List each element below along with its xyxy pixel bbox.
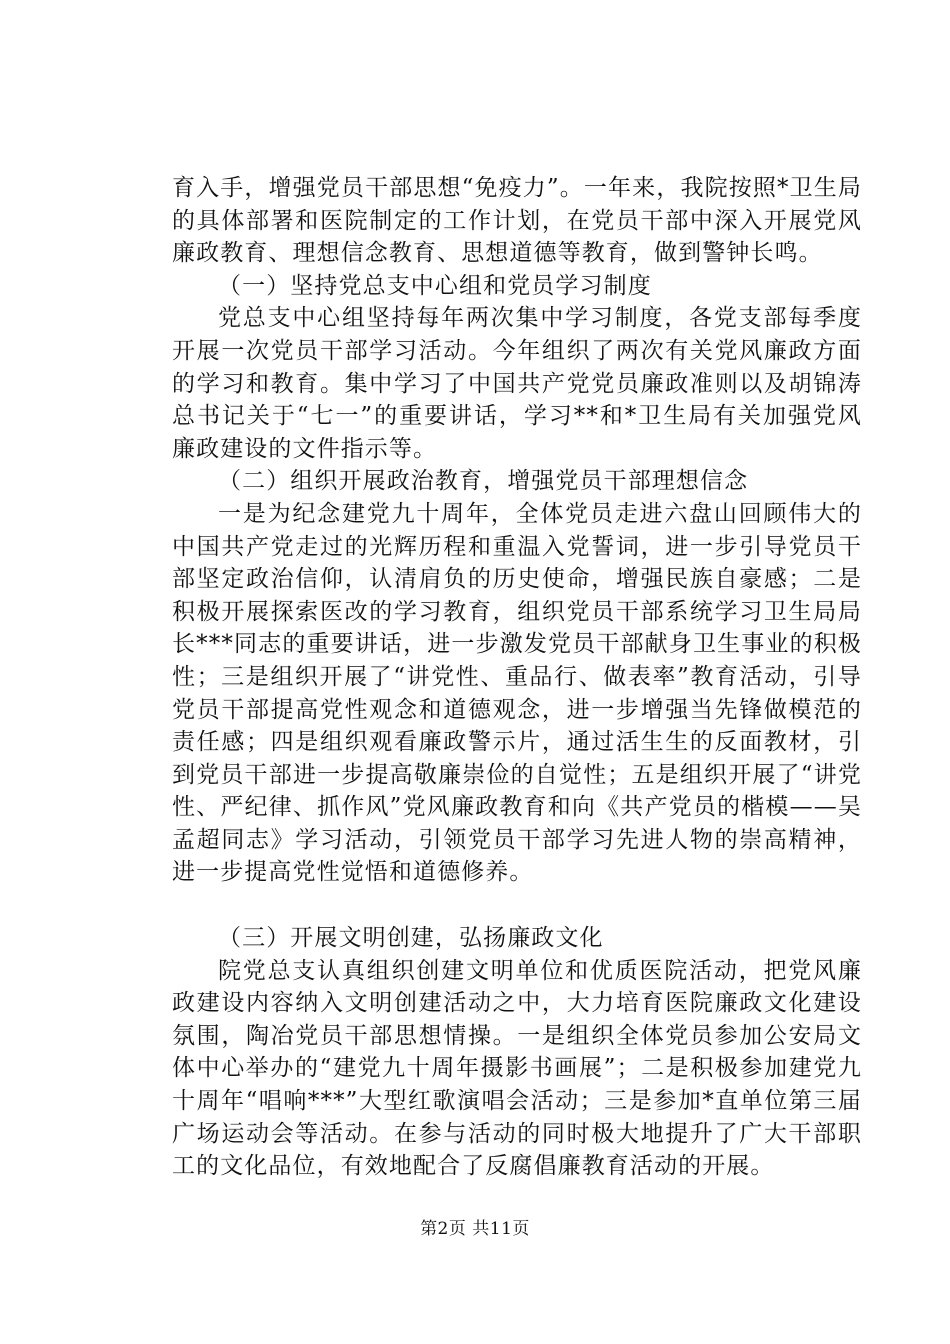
- document-body: [172, 172, 862, 1183]
- paragraph-section-1: 党总支中心组坚持每年两次集中学习制度，各党支部每季度开展一次党员干部学习活动。今年组织了两次有关党风廉政方面的学习和教育。集中学习了中国共产党党员廉政准则以及胡锦涛总书记关于“七一”的重要讲话，学习**和*卫生局有关加强党风廉政建设的文件指示等。: [172, 305, 862, 462]
- paragraph-section-3: 院党总支认真组织创建文明单位和优质医院活动，把党风廉政建设内容纳入文明创建活动之中，大力培育医院廉政文化建设氛围，陶冶党员干部思想情操。一是组织全体党员参加公安局文体中心举办的“建党九十周年摄影书画展”；二是积极参加建党九十周年“唱响***”大型红歌演唱会活动；三是参加*直单位第三届广场运动会等活动。在参与活动的同时极大地提升了广大干部职工的文化品位，有效地配合了反腐倡廉教育活动的开展。: [172, 957, 862, 1180]
- paragraph-spacer: [172, 889, 862, 922]
- section-heading-3: （三）开展文明创建，弘扬廉政文化: [218, 925, 604, 952]
- section-heading-2: （二）组织开展政治教育，增强党员干部理想信念: [218, 468, 749, 495]
- section-heading-1: （一）坚持党总支中心组和党员学习制度: [218, 272, 652, 299]
- page-number-footer: 第2页 共11页: [420, 1219, 530, 1239]
- paragraph-intro-continued: 育入手，增强党员干部思想“免疫力”。一年来，我院按照*卫生局的具体部署和医院制定的工作计划，在党员干部中深入开展党风廉政教育、理想信念教育、思想道德等教育，做到警钟长鸣。: [172, 175, 862, 267]
- paragraph-section-2: 一是为纪念建党九十周年，全体党员走进六盘山回顾伟大的中国共产党走过的光辉历程和重温入党誓词，进一步引导党员干部坚定政治信仰，认清肩负的历史使命，增强民族自豪感；二是积极开展探索医改的学习教育，组织党员干部系统学习卫生局局长***同志的重要讲话，进一步激发党员干部献身卫生事业的积极性；三是组织开展了“讲党性、重品行、做表率”教育活动，引导党员干部提高党性观念和道德观念，进一步增强当先锋做模范的责任感；四是组织观看廉政警示片，通过活生生的反面教材，引到党员干部进一步提高敬廉崇俭的自觉性；五是组织开展了“讲党性、严纪律、抓作风”党风廉政教育和向《共产党员的楷模——吴孟超同志》学习活动，引领党员干部学习先进人物的崇高精神，进一步提高党性觉悟和道德修养。: [172, 500, 862, 886]
